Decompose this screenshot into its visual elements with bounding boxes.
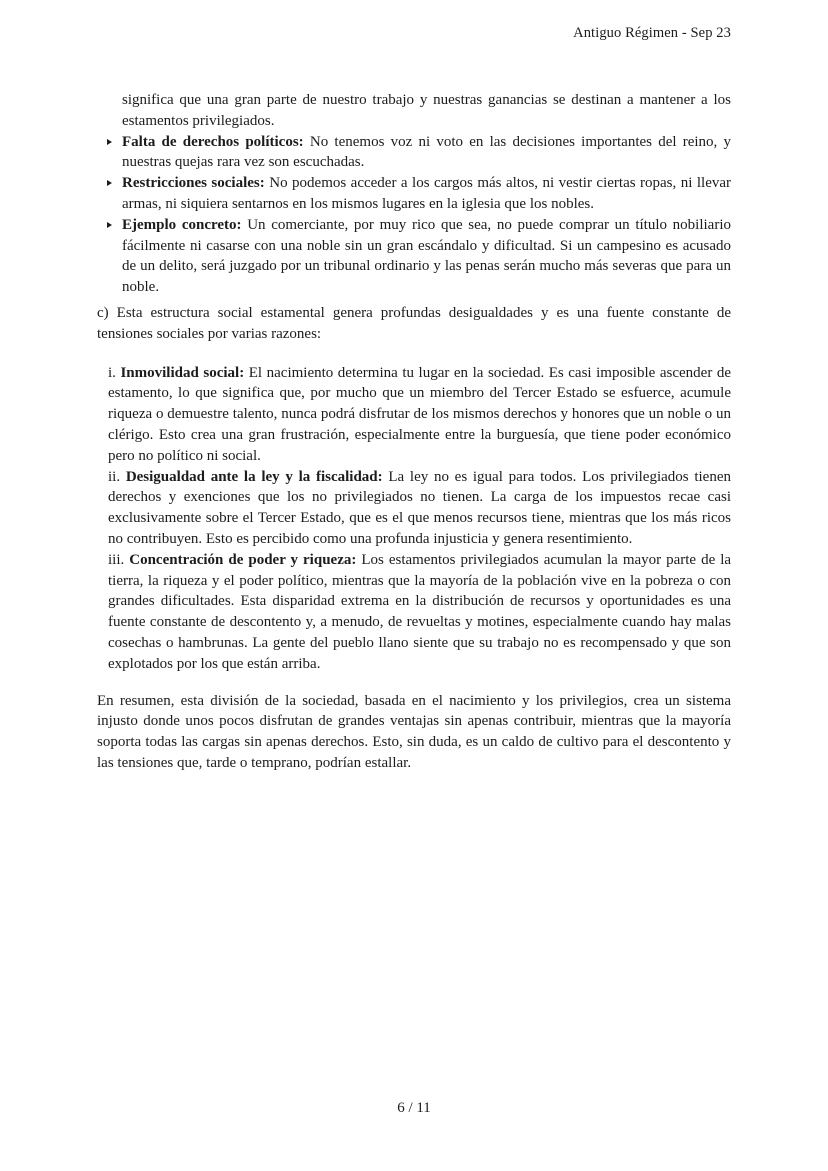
bullet-label: Ejemplo concreto: [122,216,242,233]
bullet-text: No podemos acceder a los cargos más altos, ni vestir ciertas ropas, ni llevar armas, ni siquiera sentarnos en los mismos lugares en la iglesia que los nobles. [122,175,732,212]
bullet-triangle-icon [107,222,112,228]
header-title: Antiguo Régimen - Sep 23 [573,25,731,41]
roman-text: El nacimiento determina tu lugar en la sociedad. Es casi imposible ascender de estamento, lo que significa que, por mucho que un miembro del Tercer Estado se esfuerce, acumule riqueza o demuestre talento, nunca podrá disfrutar de los mismos derechos y honores que un noble o un clérigo. Esto crea una gran frustración, especialmente entre la burguesía, que tiene poder económico pero no político ni social. [108,364,732,464]
roman-list [108,363,731,675]
page-header [573,25,731,42]
roman-numeral: ii. [108,468,121,485]
roman-item [108,550,731,675]
closing-paragraph: En resumen, esta división de la sociedad, basada en el nacimiento y los privilegios, crea un sistema injusto donde unos pocos disfrutan de grandes ventajas sin apenas contribuir, mientras que la mayoría soporta todas las cargas sin apenas derechos. Esto, sin duda, es un caldo de cultivo para el descontento y las tensiones que, tarde o temprano, podrían estallar. [97,692,731,771]
bullet-triangle-icon [107,139,112,145]
roman-label: Concentración de poder y riqueza: [129,551,357,568]
bullet-item [97,173,731,215]
paragraph-continuation: significa que una gran parte de nuestro trabajo y nuestras ganancias se destinan a mantener a los estamentos privilegiados. [122,92,731,129]
roman-label: Inmovilidad social: [120,364,245,381]
roman-item [108,363,731,467]
roman-label: Desigualdad ante la ley y la fiscalidad: [125,468,383,485]
paragraph-c: c) Esta estructura social estamental genera profundas desigualdades y es una fuente constante de tensiones sociales por varias razones: [97,304,731,342]
roman-text: Los estamentos privilegiados acumulan la mayor parte de la tierra, la riqueza y el poder político, mientras que la mayoría de la población vive en la pobreza o con grandes dificultades. Esta disparidad extrema en la distribución de recursos y oportunidades es una fuente constante de descontento y, a menudo, de revueltas y motines, especialmente cuando hay malas cosechas o hambrunas. La gente del pueblo llano siente que su trabajo no es recompensado y que son explotados por los que están arriba. [108,551,732,672]
roman-numeral: i. [108,364,116,381]
roman-text: La ley no es igual para todos. Los privilegiados tienen derechos y exenciones que los no privilegiados no tienen. La carga de los impuestos recae casi exclusivamente sobre el Tercer Estado, que es el que menos recursos tiene, mientras que los más ricos no contribuyen. Esto es percibido como una profunda injusticia y genera resentimiento. [108,468,731,547]
page-footer [0,1100,828,1117]
bullet-item [97,132,731,174]
bullet-text: No tenemos voz ni voto en las decisiones importantes del reino, y nuestras quejas rara vez son escuchadas. [122,133,732,171]
bullet-triangle-icon [107,180,112,186]
roman-item [108,467,731,550]
bullet-label: Falta de derechos políticos: [122,133,304,150]
document-content [97,90,731,774]
roman-numeral: iii. [108,551,125,568]
bullet-label: Restricciones sociales: [122,175,265,192]
bullet-list [97,132,731,298]
page-number: 6 / 11 [397,1100,431,1116]
bullet-text: Un comerciante, por muy rico que sea, no puede comprar un título nobiliario fácilmente ni casarse con una noble sin un gran escándalo y dificultad. Si un campesino es acusado de un delito, será juzgado por un tribunal ordinario y las penas serán mucho más severas que para un noble. [122,216,732,296]
bullet-item [97,215,731,298]
